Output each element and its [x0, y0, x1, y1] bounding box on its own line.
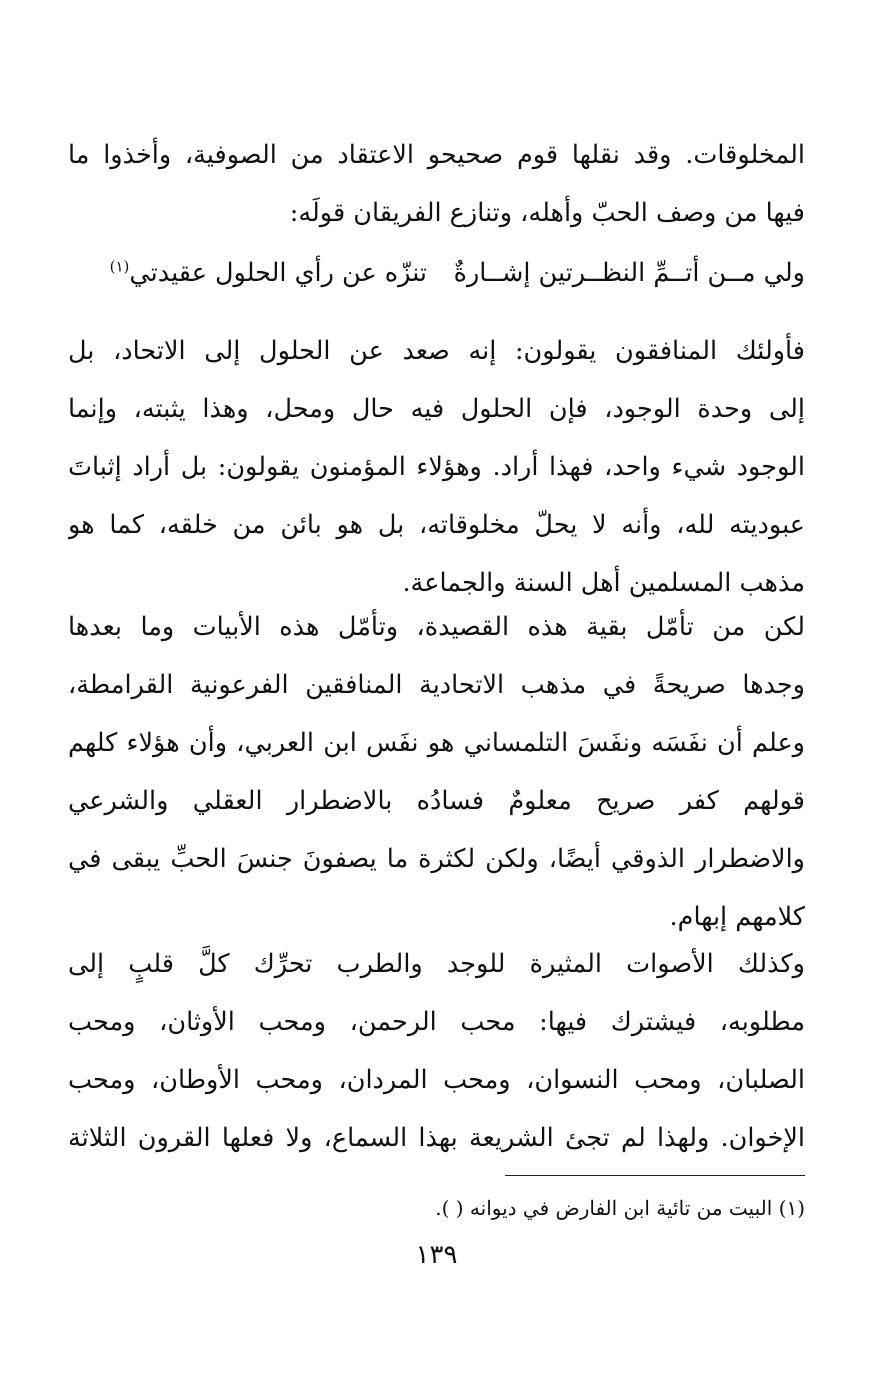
paragraph-however: [68, 598, 805, 946]
poetry-verse: [68, 244, 805, 302]
text-line: مطلوبه، فيشترك فيها: محب الرحمن، ومحب الأوثان، ومحب: [68, 1007, 805, 1037]
text-line: إلى وحدة الوجود، فإن الحلول فيه حال ومحل، وهذا يثبته، وإنما: [68, 394, 805, 424]
text-line: المخلوقات. وقد نقلها قوم صحيحو الاعتقاد من الصوفية، وأخذوا ما: [68, 140, 805, 170]
text-line: الإخوان. ولهذا لم تجئ الشريعة بهذا السماع، ولا فعلها القرون الثلاثة: [68, 1123, 805, 1153]
verse-first-hemistich: ولي مــن أتــمِّ النظــرتين إشــارةٌ: [453, 258, 805, 288]
verse-second-text: تنزّه عن رأي الحلول عقيدتي: [129, 258, 427, 288]
text-line: مذهب المسلمين أهل السنة والجماعة.: [402, 568, 805, 598]
text-line: الصلبان، ومحب النسوان، ومحب المردان، ومحب الأوطان، ومحب: [68, 1065, 805, 1095]
text-line: كلامهم إبهام.: [669, 902, 805, 932]
paragraph-intro: [68, 126, 805, 242]
text-line: وجدها صريحةً في مذهب الاتحادية المنافقين الفرعونية القرامطة،: [68, 670, 805, 700]
page-number: ١٣٩: [415, 1240, 458, 1270]
footnote: [68, 1188, 805, 1228]
text-line: لكن من تأمّل بقية هذه القصيدة، وتأمّل هذه الأبيات وما بعدها: [68, 612, 805, 642]
footnote-reference: (١): [109, 257, 130, 276]
text-line: والاضطرار الذوقي أيضًا، ولكن لكثرة ما يصفونَ جنسَ الحبِّ يبقى في: [68, 844, 805, 874]
text-line: فيها من وصف الحبّ وأهله، وتنازع الفريقان قولَه:: [289, 198, 805, 228]
text-line: الوجود شيء واحد، فهذا أراد. وهؤلاء المؤمنون يقولون: بل أراد إثباتَ: [68, 452, 805, 482]
verse-second-hemistich: [110, 244, 427, 302]
paragraph-sounds: [68, 935, 805, 1167]
text-line: وكذلك الأصوات المثيرة للوجد والطرب تحرِّك كلَّ قلبٍ إلى: [68, 949, 805, 979]
text-line: فأولئك المنافقون يقولون: إنه صعد عن الحلول إلى الاتحاد، بل: [68, 336, 805, 366]
text-line: وعلم أن نفَسَه ونفَسَ التلمساني هو نفَس ابن العربي، وأن هؤلاء كلهم: [68, 728, 805, 758]
footnote-marker: (١): [778, 1196, 805, 1220]
paragraph-hypocrites: [68, 322, 805, 612]
footnote-divider: [505, 1175, 805, 1176]
text-line: عبوديته لله، وأنه لا يحلّ مخلوقاته، بل هو بائن من خلقه، كما هو: [68, 510, 805, 540]
text-line: قولهم كفر صريح معلومٌ فسادُه بالاضطرار العقلي والشرعي: [68, 786, 805, 816]
footnote-text: البيت من تائية ابن الفارض في ديوانه ( ).: [435, 1196, 773, 1220]
